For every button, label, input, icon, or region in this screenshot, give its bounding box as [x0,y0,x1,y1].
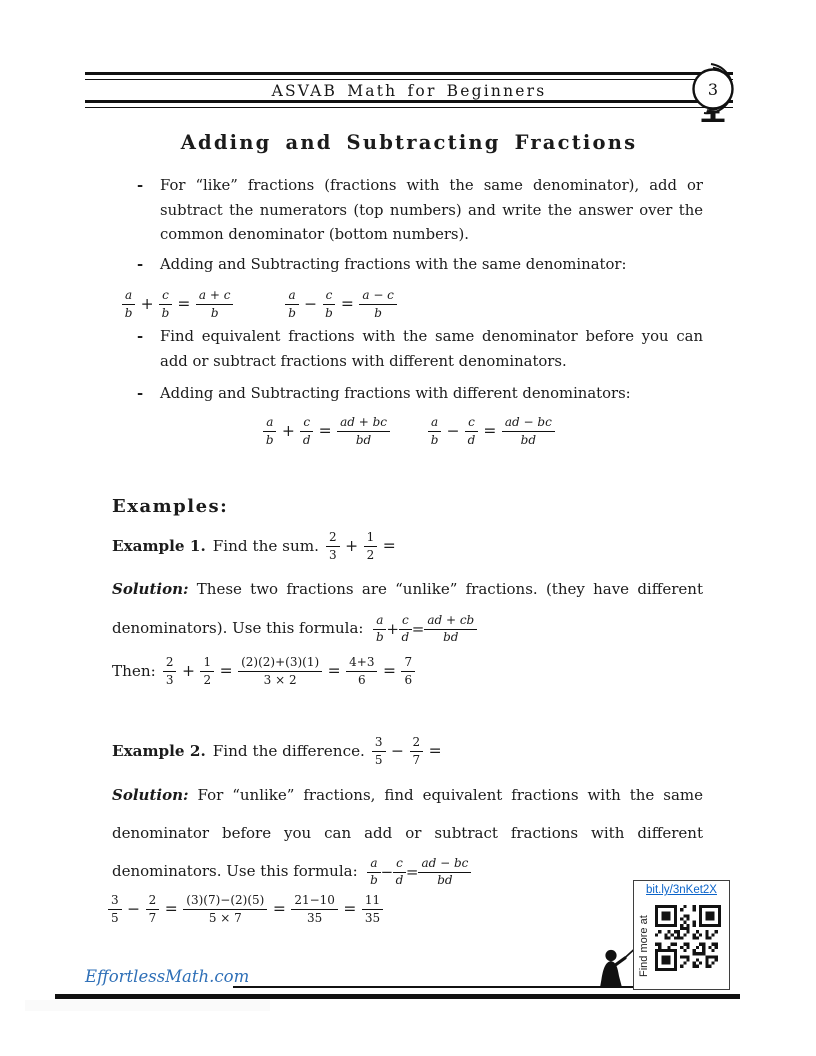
operator: = [219,662,233,681]
operator: = [382,537,396,556]
fraction: $\frac{a}{b}$ [122,288,135,321]
qr-caption: Find more at [638,915,650,977]
fraction: $\frac{1}{2}$ [364,530,378,563]
operator: = [405,863,419,881]
bullet-item [137,253,703,278]
operator: + [140,295,154,314]
equation-same-denominator-add [122,288,233,321]
operator: = [177,295,191,314]
bullet-text: For “like” fractions (fractions with the same denominator), add or subtract the numerators (top numbers) and write the answer over the common denominator (bottom numbers). [160,177,703,243]
header-title: ASVAB Math for Beginners [271,82,547,100]
solution-2-text: For “unlike” fractions, find equivalent fractions with the same denominator before you can add or subtract fractions with different denominators. Use this formula: [112,786,703,880]
example-2-label: Example 2. [112,742,206,761]
operator: + [386,619,399,638]
header-rule-bottom-thick [85,100,733,103]
bullet-text: Adding and Subtracting fractions with different denominators: [160,385,631,402]
operator: = [483,422,497,441]
solution-1-text: These two fractions are “unlike” fractions. (they have different denominators). Use this formula: [112,580,703,637]
example-1-prompt: Find the sum. [212,537,319,556]
solution-1-paragraph [112,570,703,649]
bullet-dash: - [137,385,144,402]
page-number: 3 [707,80,719,99]
bullet-text: Adding and Subtracting fractions with the same denominator: [160,256,627,273]
then-line [112,655,415,688]
fraction: $\frac{4+3}{6}$ [346,655,377,688]
header-rule-bottom-thin [85,107,733,108]
then-label: Then: [112,662,156,681]
formula-row-different-denominator [85,415,733,448]
example-2-prompt: Find the difference. [212,742,365,761]
solution-1-formula [373,610,477,649]
header-rule-top-thick [85,72,733,75]
operator: + [181,662,195,681]
fraction: $\frac{2}{7}$ [146,893,160,926]
bullet-item [137,174,703,248]
fraction: $\frac{c}{d}$ [399,613,412,646]
bullet-dash: - [137,256,144,273]
header-rule-top-thin [85,79,733,80]
solution-2-label: Solution: [112,786,189,804]
fraction: $\frac{c}{b}$ [323,288,336,321]
example-2-equation [372,735,447,768]
fraction: $\frac{a + c}{b}$ [196,288,234,321]
final-equation [108,893,383,926]
fraction: $\frac{c}{d}$ [300,415,313,448]
final-equation-line [108,893,383,926]
fraction: $\frac{(2)(2)+(3)(1)}{3 \times 2}$ [238,655,322,688]
bullet-dash: - [137,177,144,194]
fraction: $\frac{(3)(7)-(2)(5)}{5 \times 7}$ [183,893,267,926]
fraction: $\frac{a}{b}$ [285,288,298,321]
operator: = [164,900,178,919]
page-title: Adding and Subtracting Fractions [180,131,638,154]
footer-site-link[interactable]: EffortlessMath.com [85,967,250,986]
operator: − [127,900,141,919]
solution-1-label: Solution: [112,580,189,598]
footer-rule-thick [55,994,740,999]
operator: = [428,742,442,761]
fraction: $\frac{ad - bc}{bd}$ [502,415,555,448]
presenter-icon [592,948,636,990]
fraction: $\frac{c}{d}$ [393,856,406,889]
qr-panel [633,880,730,990]
fraction: $\frac{a}{b}$ [263,415,276,448]
fraction: $\frac{ad - bc}{bd}$ [418,856,471,889]
fraction: $\frac{a - c}{b}$ [359,288,397,321]
fraction: $\frac{a}{b}$ [373,613,386,646]
solution-2-formula [367,853,471,891]
bullet-text: Find equivalent fractions with the same denominator before you can add or subtract fractions with different denominators. [160,328,703,370]
fraction: $\frac{ad + bc}{bd}$ [337,415,390,448]
example-1-label: Example 1. [112,537,206,556]
operator: = [318,422,332,441]
fraction: $\frac{3}{5}$ [108,893,122,926]
globe-page-icon [688,62,746,124]
operator: = [343,900,357,919]
fraction: $\frac{c}{d}$ [465,415,478,448]
operator: − [391,742,405,761]
operator: + [281,422,295,441]
example-1 [112,530,401,563]
fraction: $\frac{ad + cb}{bd}$ [424,613,477,646]
bullet-item [137,325,703,374]
qr-code [655,905,721,971]
operator: = [272,900,286,919]
bullet-item [137,382,703,407]
operator: = [411,619,425,638]
fraction: $\frac{2}{7}$ [410,735,424,768]
operator: − [380,863,394,881]
equation-same-denominator-subtract [285,288,396,321]
bullet-dash: - [137,328,144,345]
fraction: $\frac{11}{35}$ [362,893,383,926]
operator: + [345,537,359,556]
fraction: $\frac{1}{2}$ [200,655,214,688]
examples-heading: Examples: [112,496,229,517]
equation-different-denominator-subtract [428,415,555,448]
fraction: $\frac{21-10}{35}$ [291,893,338,926]
example-1-equation [326,530,401,563]
operator: = [340,295,354,314]
equation-different-denominator-add [263,415,390,448]
fraction: $\frac{2}{3}$ [326,530,340,563]
fraction: $\frac{c}{b}$ [159,288,172,321]
formula-row-same-denominator [122,288,397,321]
qr-link[interactable]: bit.ly/3nKet2X [646,884,717,896]
fraction: $\frac{7}{6}$ [401,655,415,688]
fraction: $\frac{a}{b}$ [428,415,441,448]
example-2 [112,735,447,768]
fraction: $\frac{a}{b}$ [367,856,380,889]
operator: = [327,662,341,681]
operator: − [304,295,318,314]
then-equation [163,655,415,688]
fraction: $\frac{3}{5}$ [372,735,386,768]
operator: = [382,662,396,681]
fraction: $\frac{2}{3}$ [163,655,177,688]
solution-2-paragraph [112,776,703,891]
operator: − [446,422,460,441]
scan-artifact [25,1000,270,1011]
